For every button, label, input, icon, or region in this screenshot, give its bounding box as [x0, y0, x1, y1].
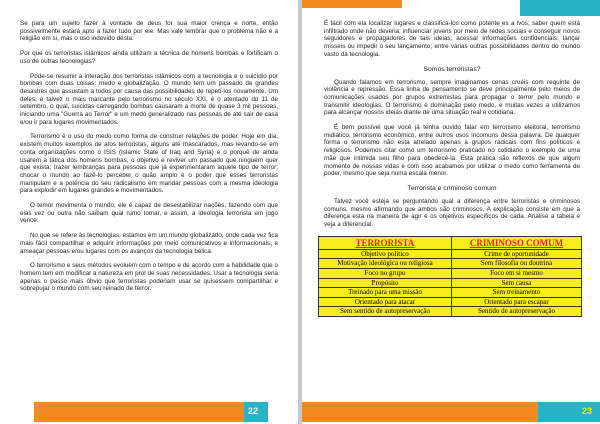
right-page [302, 0, 600, 424]
paragraph: Quando falamos em terrorismo, sempre imaginamos cenas cruéis com requinte de violência e repressão. Essa linha de pensamento se deve principalmente pelo meios de comunicações usados por grupos extremistas para propagar o terror pelo mundo e transmitir ideologias. O terrorismo é dominação pelo medo, e muitas vezes a utilizamos para alcançar nossos ideias diante de uma situação real e cotidiana. [324, 78, 580, 117]
paragraph: No que se refere às tecnologias, estamos em um mundo globalizado, onde cada vez fica mais fácil compartilhar e adquirir informações por meio comunicativos e informacionais, e ameaçar pessoas e/ou lugares com os avanços da tecnologia bélica. [20, 232, 278, 255]
footer-orange-bar [302, 402, 538, 422]
table-cell: Orientado para escapar [451, 297, 581, 307]
table-cell: Treinado para uma missão [319, 288, 452, 298]
comparison-table [318, 236, 582, 317]
paragraph: O terrorismo e seus métodos evoluem com o tempo e de acordo com a habilidade que o homem tem em modificar a natureza em prol de suas necessidades. Usar a tecnologia seria apenas o passo mais óbvio que terroristas poderiam usar se quisessem compartilhar e sobrepujar o mundo com seu reinado de terror. [20, 262, 278, 293]
footer-orange-bar [34, 402, 244, 422]
table-row [319, 268, 582, 278]
table-cell: Sem sentido de autopreservação [319, 307, 452, 317]
table-cell: Sentido de autopreservação [451, 307, 581, 317]
table-cell: Motivação ideológica ou religiosa [319, 259, 452, 269]
table-cell: Sem filosofia ou doutrina [451, 259, 581, 269]
left-text-column [20, 20, 278, 300]
paragraph: É bem possível que você já tenha ouvido falar em terrorismo eleitoral, terrorismo midiático, terrorismo econômico, entre outros usos incomuns dessa palavra. De qualquer forma o terrorismo não esta atrelado apenas a grupos radicais com fins políticos e religiosos. Podemos citar como um terrorismo praticado no cotidiano o exemplo de uma mãe que intimida seu filho para obedecê-la. Esta prática são reflexos de que algum momento de nossas vidas e com isso acabamos por utilizar o medo como ferramenta de poder, mesmo que seja numa escala menor. [324, 124, 580, 178]
table-cell: Sem treinamento [451, 288, 581, 298]
paragraph: Por que os terroristas islâmicos ainda utilizam a técnica de homens bombas e fortificam o uso de outras tecnologias? [20, 50, 278, 65]
table-cell: Sem causa [451, 278, 581, 288]
table-row [319, 259, 582, 269]
page-number: 23 [582, 406, 593, 416]
table-header: CRIMINOSO COMUM [451, 236, 581, 249]
paragraph: Talvez você esteja se perguntando qual a diferença entre terroristas e criminosos comuns, mesmo afirmando que ambos são criminosos. A explicação consiste em que a diferença esta na maneira de agir e os objetivos específicos de cada. Analise a tabela e veja a diferencial. [324, 197, 580, 229]
header-orange-bar [302, 0, 402, 8]
paragraph: É fácil com ela localizar lugares e classifica-los como potente es a lvos; saber quem está infiltrado onde não deveria; influenciar jovens por meio de redes sociais e conseguir novos seguidores e propagadores de tais ideias; acessar informações confidenciais; lançar mísseis ou impedir o seu lançamento; entre várias outras possibilidades dentro do mundo vasto da tecnologia. [324, 20, 580, 58]
paragraph: O temor movimenta o mundo, ele é capaz de desestabilizar nações, fazendo com que elas vez ou outra não saibam qual rumo tomar, e assim, a ideologia terrorista em jogo vence. [20, 202, 278, 225]
table-row [319, 307, 582, 317]
table-header-row [319, 236, 582, 249]
table-row [319, 297, 582, 307]
left-page [0, 0, 298, 424]
table-cell: Objetivo político [319, 249, 452, 259]
table-cell: Orientado para atacar [319, 297, 452, 307]
paragraph: Terrorismo é o uso do medo como forma de construir relações de poder. Hoje em dia, existem muitos exemplos de atos terroristas, alguns até mascarados, mas levando-se em conta organizações como o ISIS (Islamic State of Iraq and Syria) e o porquê de ainda usarem a tática dos homens bombas, o objetivo é reviver um passado que ninguém quer que exista; trazer lembranças para pessoas que já experimentaram aquele tipo de terror; chocar o mundo ao fazê-lo perceber o quão amplo é o poder que esses terroristas manipulam e a potência do seu radicalismo em mandar pessoas com a mesma ideologia para explodir em lugares grandes e movimentados. [20, 133, 278, 195]
page-number: 22 [248, 406, 259, 416]
paragraph: Pode-se resumir a interação dos terroristas islâmicos com a tecnologia e o suicídio por bombas com duas coisas: medo e globalização. O mundo tem um passado de grandes desastres que assustam a todos por causa das possibilidades de repeti-los novamente. Um deles, e talvez o mais marcante pelo terrorismo no século XXI, é o atentado do 11 de setembro, o qual, suicidas carregando bombas causaram a morte de quase 3 mil pessoas, iniciando uma "Guerra ao Terror" e um medo generalizado nas pessoas de até sair de casa e/ou ir para lugares movimentados. [20, 72, 278, 126]
table-row [319, 288, 582, 298]
section-heading: Terrorista e criminoso comum [407, 184, 497, 192]
table-row [319, 249, 582, 259]
table-cell: Crime de oportunidade [451, 249, 581, 259]
paragraph: Se para um sujeito fazer à vontade de deus for sua maior crença e norte, então possivelmente estará apto a fazer tudo por ele. Mas vale lembrar que o problema não é a religião em si, mas o uso indevido desta. [20, 20, 278, 43]
table-header: TERRORISTA [319, 236, 452, 249]
header-teal-bar [520, 0, 600, 16]
table-row [319, 278, 582, 288]
section-heading: Somos terroristas? [423, 65, 481, 73]
table-cell: Foco em si mesmo [451, 268, 581, 278]
table-cell: Foco no grupo [319, 268, 452, 278]
right-text-column [324, 20, 580, 317]
table-cell: Propósito [319, 278, 452, 288]
